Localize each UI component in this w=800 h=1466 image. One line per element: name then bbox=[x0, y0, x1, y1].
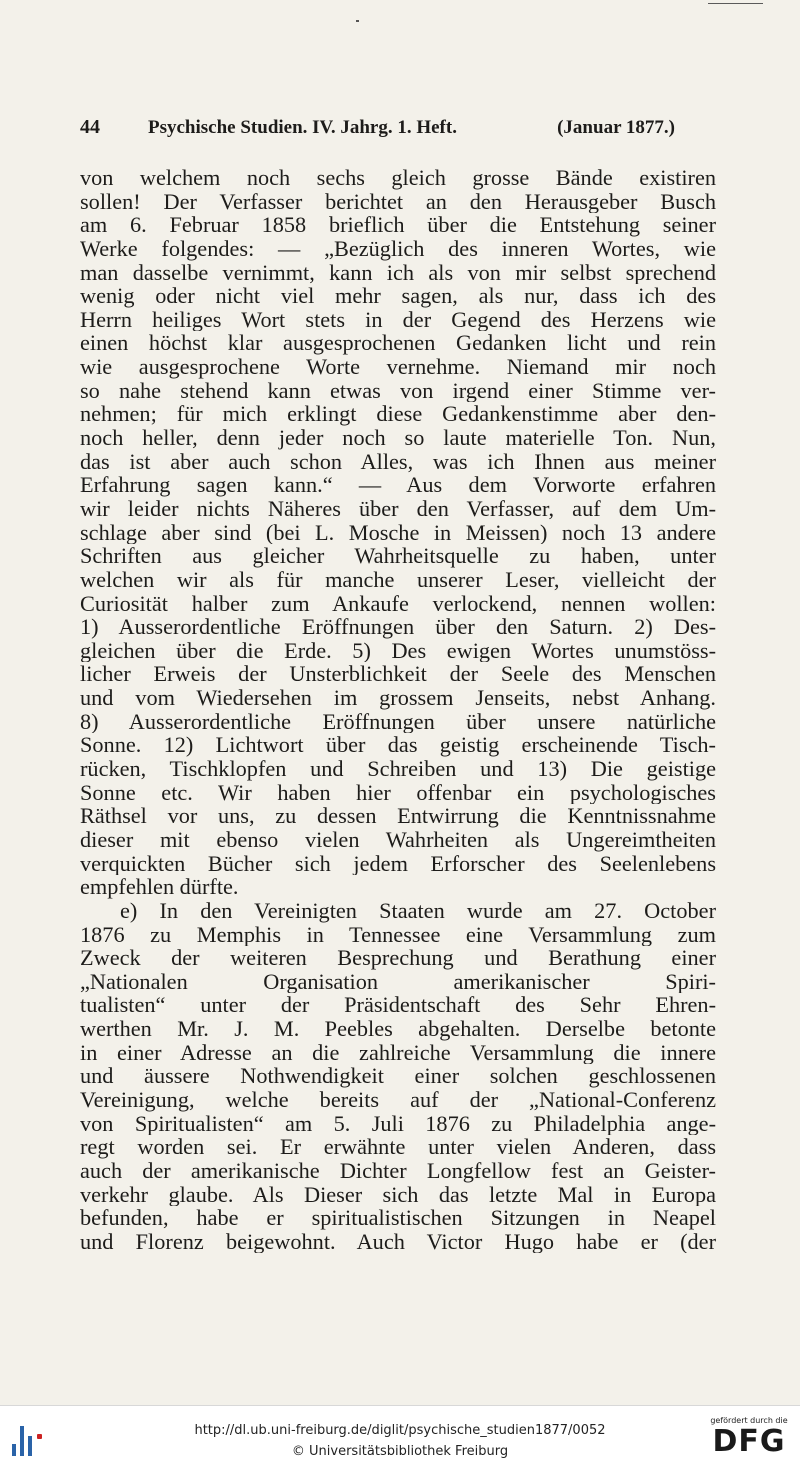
text-line: man dasselbe vernimmt, kann ich als von mir selbst sprechend bbox=[80, 260, 716, 285]
text-line: 1) Ausserordentliche Eröffnungen über den Saturn. 2) Des- bbox=[80, 615, 716, 639]
text-line: welchen wir als für manche unserer Leser, vielleicht der bbox=[80, 567, 716, 592]
text-line: regt worden sei. Er erwähnte unter vielen Anderen, dass bbox=[80, 1135, 716, 1159]
text-line: e) In den Vereinigten Staaten wurde am 27. October bbox=[120, 898, 716, 923]
text-line: von welchem noch sechs gleich grosse Bände existiren bbox=[80, 166, 716, 190]
text-line: Schriften aus gleicher Wahrheitsquelle zu haben, unter bbox=[80, 544, 716, 568]
text-line: Herrn heiliges Wort stets in der Gegend des Herzens wie bbox=[80, 307, 716, 332]
copyright-notice: © Universitätsbibliothek Freiburg bbox=[291, 1444, 509, 1459]
dfg-logo bbox=[704, 1416, 794, 1462]
text-line: das ist aber auch schon Alles, was ich Ihnen aus meiner bbox=[80, 449, 716, 474]
text-line: nehmen; für mich erklingt diese Gedankenstimme aber den- bbox=[80, 402, 716, 427]
permalink-url[interactable]: http://dl.ub.uni-freiburg.de/diglit/psychische_studien1877/0052 bbox=[194, 1423, 606, 1438]
page-number: 44 bbox=[80, 116, 100, 138]
text-line: und vom Wiedersehen im grossem Jenseits, nebst Anhang. bbox=[80, 686, 716, 710]
text-line: werthen Mr. J. M. Peebles abgehalten. Derselbe betonte bbox=[80, 1017, 716, 1041]
text-line: gleichen über die Erde. 5) Des ewigen Wortes unumstöss- bbox=[80, 638, 716, 663]
text-line: rücken, Tischklopfen und Schreiben und 13) Die geistige bbox=[80, 757, 716, 781]
text-line: verquickten Bücher sich jedem Erforscher des Seelenlebens bbox=[80, 851, 716, 876]
text-line: wie ausgesprochene Worte vernehme. Niemand mir noch bbox=[80, 355, 716, 379]
text-line: am 6. Februar 1858 brieflich über die Entstehung seiner bbox=[80, 213, 716, 237]
text-line: „Nationalen Organisation amerikanischer Spiri- bbox=[80, 969, 716, 994]
page-header bbox=[80, 116, 720, 144]
text-line: Vereinigung, welche bereits auf der „National-Conferenz bbox=[80, 1087, 716, 1112]
text-line: Erfahrung sagen kann.“ — Aus dem Vorworte erfahren bbox=[80, 473, 716, 497]
text-line: und Florenz beigewohnt. Auch Victor Hugo habe er (der bbox=[80, 1229, 716, 1254]
text-line: Sonne etc. Wir haben hier offenbar ein psychologisches bbox=[80, 780, 716, 805]
text-line: Räthsel vor uns, zu dessen Entwirrung die Kenntnissnahme bbox=[80, 804, 716, 828]
text-line: schlage aber sind (bei L. Mosche in Meissen) noch 13 andere bbox=[80, 520, 716, 545]
text-line: Zweck der weiteren Besprechung und Berathung einer bbox=[80, 946, 716, 970]
viewer-footer bbox=[0, 1405, 800, 1466]
text-line: und äussere Nothwendigkeit einer solchen geschlossenen bbox=[80, 1064, 716, 1088]
text-line: tualisten“ unter der Präsidentschaft des Sehr Ehren- bbox=[80, 993, 716, 1018]
text-line: wir leider nichts Näheres über den Verfasser, auf dem Um- bbox=[80, 496, 716, 521]
text-line: wenig oder nicht viel mehr sagen, als nur, dass ich des bbox=[80, 284, 716, 308]
text-line: licher Erweis der Unsterblichkeit der Seele des Menschen bbox=[80, 662, 716, 687]
body-text bbox=[80, 166, 716, 1253]
issue-date: (Januar 1877.) bbox=[557, 117, 675, 138]
text-line: Sonne. 12) Lichtwort über das geistig erscheinende Tisch- bbox=[80, 733, 716, 758]
text-line: Werke folgendes: — „Bezüglich des inneren Wortes, wie bbox=[80, 236, 716, 261]
running-title: Psychische Studien. IV. Jahrg. 1. Heft. bbox=[148, 117, 457, 138]
text-line: dieser mit ebenso vielen Wahrheiten als Ungereimtheiten bbox=[80, 827, 716, 852]
text-line: einen höchst klar ausgesprochenen Gedanken licht und rein bbox=[80, 331, 716, 356]
text-line: auch der amerikanische Dichter Longfellow fest an Geister- bbox=[80, 1158, 716, 1183]
text-line: 1876 zu Memphis in Tennessee eine Versammlung zum bbox=[80, 922, 716, 947]
text-line: 8) Ausserordentliche Eröffnungen über unsere natürliche bbox=[80, 709, 716, 734]
text-line: so nahe stehend kann etwas von irgend einer Stimme ver- bbox=[80, 378, 716, 403]
text-line: sollen! Der Verfasser berichtet an den Herausgeber Busch bbox=[80, 189, 716, 214]
text-line: befunden, habe er spiritualistischen Sitzungen in Neapel bbox=[80, 1206, 716, 1230]
text-line: von Spiritualisten“ am 5. Juli 1876 zu Philadelphia ange- bbox=[80, 1111, 716, 1136]
dfg-mark: DFG bbox=[712, 1424, 786, 1459]
scan-speck bbox=[356, 20, 359, 22]
sponsor-caption: gefördert durch die bbox=[710, 1416, 788, 1425]
text-line: empfehlen dürfte. bbox=[80, 875, 239, 899]
text-line: verkehr glaube. Als Dieser sich das letzte Mal in Europa bbox=[80, 1182, 716, 1207]
top-rule bbox=[708, 3, 763, 4]
text-line: Curiosität halber zum Ankaufe verlockend, nennen wollen: bbox=[80, 591, 716, 616]
text-line: in einer Adresse an die zahlreiche Versammlung die innere bbox=[80, 1040, 716, 1065]
text-line: noch heller, denn jeder noch so laute materielle Ton. Nun, bbox=[80, 426, 716, 450]
